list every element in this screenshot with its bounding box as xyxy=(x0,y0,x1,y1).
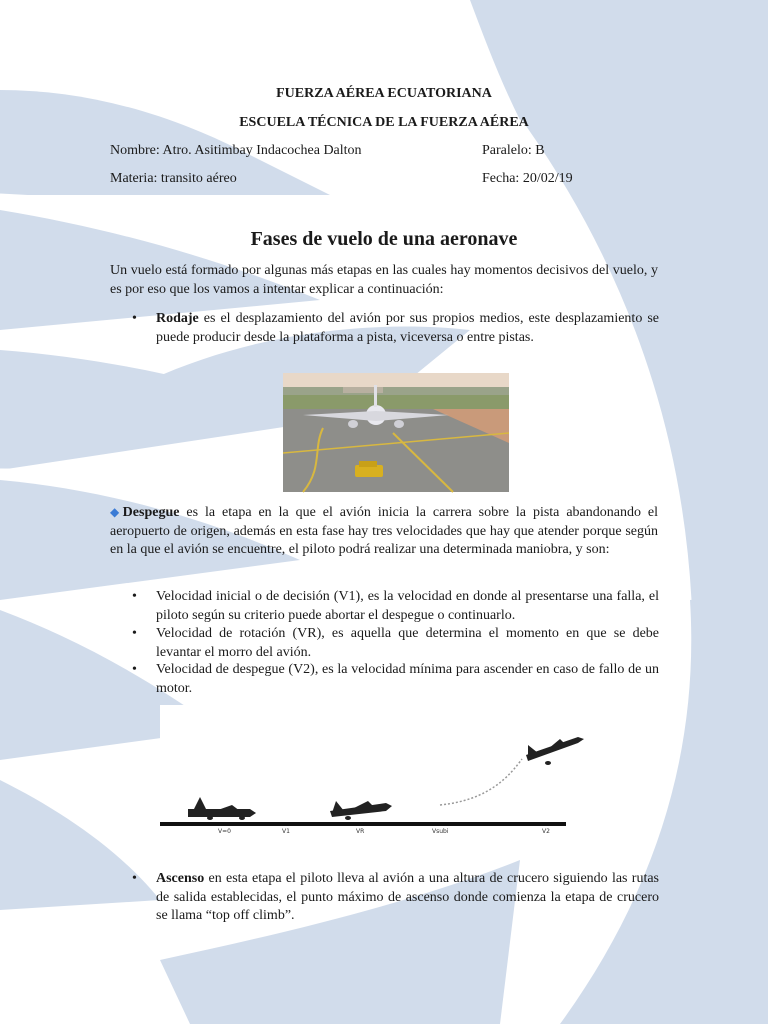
rodaje-text: es el desplazamiento del avión por sus propios medios, este desplazamiento se puede producir desde la plataforma a pista, viceversa o entre pistas. xyxy=(156,311,659,345)
school-heading: ESCUELA TÉCNICA DE LA FUERZA AÉREA xyxy=(239,115,529,130)
taxiing-airplane-photo xyxy=(283,373,509,492)
ascenso-text: en esta etapa el piloto lleva al avión a una altura de crucero siguiendo las rutas de salida establecidas, el punto máximo de ascenso donde comienza la etapa de crucero se llama “top off climb”. xyxy=(156,871,659,923)
despegue-text: es la etapa en la que el avión inicia la carrera sobre la pista abandonando el aeropuerto de origen, además en esta fase hay tres velocidades que hay que atender porque según en la que el avión se encuentre, el piloto podrá realizar una determinada maniobra, y son: xyxy=(110,505,658,557)
bullet-icon: • xyxy=(132,871,137,886)
diagram-label-v1: V1 xyxy=(282,828,290,835)
bullet-icon: • xyxy=(132,626,137,641)
student-name: Nombre: Atro. Asitimbay Indacochea Dalton xyxy=(110,143,362,158)
institution-heading: FUERZA AÉREA ECUATORIANA xyxy=(276,86,492,101)
takeoff-diagram xyxy=(160,705,608,835)
despegue-paragraph xyxy=(110,503,658,560)
speed-item: • Velocidad inicial o de decisión (V1), es la velocidad en donde al presentarse una falla, el piloto según su criterio puede abortar el despegue o continuarlo. xyxy=(132,589,659,623)
ascenso-term: Ascenso xyxy=(156,871,205,886)
rodaje-item xyxy=(132,310,659,347)
diagram-label-vsubi: Vsubi xyxy=(432,828,449,835)
intro-paragraph: Un vuelo está formado por algunas más etapas en las cuales hay momentos decisivos del vuelo, y es por eso que los vamos a intentar explicar a continuación: xyxy=(110,263,658,297)
document-title: Fases de vuelo de una aeronave xyxy=(250,228,518,250)
speed-item: • Velocidad de rotación (VR), es aquella que determina el momento en que se debe levantar el morro del avión. xyxy=(132,626,659,660)
bullet-icon: • xyxy=(132,311,137,326)
paralelo: Paralelo: B xyxy=(482,143,545,158)
despegue-term: Despegue xyxy=(122,505,180,520)
subject-row xyxy=(110,171,658,187)
speed-item: • Velocidad de despegue (V2), es la velocidad mínima para ascender en caso de fallo de un motor. xyxy=(132,662,659,696)
rodaje-term: Rodaje xyxy=(156,311,199,326)
bullet-icon: • xyxy=(132,589,137,604)
diagram-label-vr: VR xyxy=(356,828,365,835)
ascenso-item xyxy=(132,870,659,926)
diagram-label-v0: V=0 xyxy=(218,828,231,835)
bullet-icon: • xyxy=(132,662,137,677)
diagram-label-v2: V2 xyxy=(542,828,550,835)
diamond-bullet-icon: ◆ xyxy=(110,505,123,519)
name-row xyxy=(110,143,658,159)
date: Fecha: 20/02/19 xyxy=(482,171,573,186)
subject: Materia: transito aéreo xyxy=(110,171,237,186)
